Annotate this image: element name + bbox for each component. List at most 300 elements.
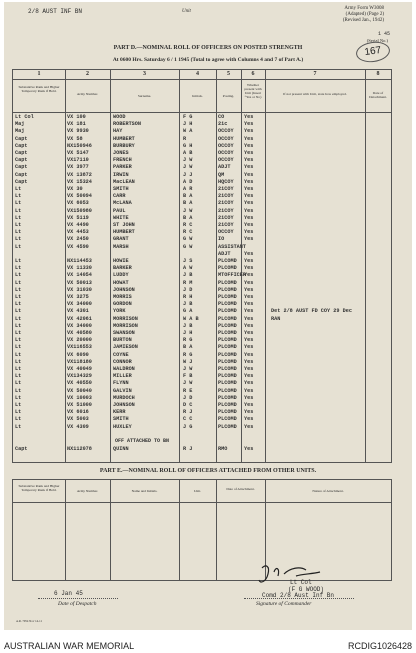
- cell-surname: BURBURY: [113, 142, 135, 149]
- cell-present: Yes: [244, 373, 254, 380]
- cell-surname: MORRISON: [113, 315, 138, 322]
- cell-initials: R C: [183, 222, 193, 228]
- cell-present: Yes: [244, 222, 254, 228]
- cell-army-number: VX 4309: [67, 423, 89, 430]
- table-row: [13, 395, 391, 402]
- cell-army-number: VX 5119: [67, 214, 89, 221]
- cell-rank: Lt: [15, 337, 22, 344]
- cell-rank: Lt: [15, 373, 22, 380]
- cell-present: Yes: [244, 301, 254, 308]
- cell-present: Yes: [244, 258, 254, 264]
- serial-label: (Serial No.): [366, 38, 388, 43]
- signature-line: [244, 598, 354, 599]
- cell-present: Yes: [244, 265, 254, 272]
- cell-initials: R J: [183, 409, 193, 416]
- form-number: [343, 6, 384, 24]
- cell-surname: HUMBERT: [113, 229, 135, 236]
- cell-surname: HAY: [113, 128, 123, 135]
- cell-army-number: VX 50013: [67, 279, 92, 286]
- cell-surname: BARKER: [113, 265, 132, 272]
- cell-surname: CARR: [113, 193, 126, 200]
- cell-surname: WOOD: [113, 114, 126, 120]
- cell-army-number: VX 50040: [67, 387, 92, 394]
- table-row: [13, 294, 391, 301]
- col-header-unit: Unit.: [193, 489, 202, 493]
- table-row: [13, 380, 391, 387]
- cell-rank: Capt: [15, 171, 28, 178]
- cell-army-number: VX 30: [67, 186, 83, 192]
- table-row: [13, 359, 391, 366]
- cell-initials: J W: [183, 157, 193, 164]
- cell-surname: JOHNSON: [113, 286, 135, 293]
- despatch-date: 6 Jan 45: [54, 590, 83, 597]
- table-row: [13, 416, 391, 423]
- cell-employed: RAN: [271, 315, 281, 322]
- cell-initials: A B: [183, 150, 193, 156]
- cell-surname: JONES: [113, 150, 129, 156]
- cell-posting: PLCOMD: [218, 423, 237, 430]
- cell-posting: OCCOY: [218, 135, 234, 142]
- cell-surname: FLYNN: [113, 380, 129, 387]
- cell-posting: IO: [218, 236, 225, 243]
- despatch-date-label: Date of Despatch: [58, 601, 97, 607]
- cell-surname: BURTON: [113, 337, 132, 344]
- cell-army-number: VX 3275: [67, 294, 89, 300]
- cell-posting: PLCOMD: [218, 294, 237, 300]
- cell-army-number: VX 40580: [67, 330, 92, 336]
- cell-initials: B A: [183, 200, 193, 207]
- table-row: [13, 344, 391, 351]
- table-row: [13, 424, 391, 431]
- cell-posting: PLCOMD: [218, 387, 237, 394]
- cell-rank: Lt: [15, 207, 22, 214]
- cell-posting: PLCOMD: [218, 402, 237, 408]
- cell-posting: OCCOY: [218, 142, 234, 149]
- col-header-posting: Posting.: [222, 94, 235, 98]
- cell-rank: Lt: [15, 186, 22, 192]
- cell-posting: PLCOMD: [218, 301, 237, 308]
- cell-posting: PLCOMD: [218, 286, 237, 293]
- cell-initials: A W: [183, 265, 193, 272]
- cell-posting: PLCOMD: [218, 409, 237, 416]
- cell-present: Yes: [244, 358, 254, 365]
- cell-initials: J S: [183, 258, 193, 264]
- cell-posting: PLCOMD: [218, 358, 237, 365]
- cell-posting: OCCOY: [218, 128, 234, 135]
- table-row: [13, 366, 391, 373]
- cell-surname: PAUL: [113, 207, 126, 214]
- table-row: [13, 265, 391, 272]
- cell-present: Yes: [244, 337, 254, 344]
- cell-surname: HOWIE: [113, 258, 129, 264]
- cell-army-number: VX 11330: [67, 265, 92, 272]
- cell-army-number: VX134329: [67, 373, 92, 380]
- cell-posting: PLCOMD: [218, 308, 237, 315]
- cell-initials: J B: [183, 322, 193, 329]
- archive-id: RCDIG1026428: [347, 641, 412, 651]
- cell-present: Yes: [244, 279, 254, 286]
- cell-posting: MTOFFICER: [218, 272, 247, 279]
- cell-present: Yes: [244, 286, 254, 293]
- table-row: [13, 236, 391, 243]
- cell-army-number: VX 42061: [67, 315, 92, 322]
- cell-army-number: VX 100: [67, 114, 86, 120]
- cell-surname: PARKER: [113, 164, 132, 171]
- cell-initials: J H: [183, 330, 193, 336]
- cell-surname: MARSH: [113, 243, 129, 250]
- cell-army-number: VX 181: [67, 121, 86, 128]
- archive-name: AUSTRALIAN WAR MEMORIAL: [4, 641, 135, 651]
- col-number: 5: [227, 71, 230, 77]
- cell-initials: J B: [183, 301, 193, 308]
- table-row: [13, 258, 391, 265]
- cell-army-number: VX118180: [67, 358, 92, 365]
- cell-surname: McLANA: [113, 200, 132, 207]
- cell-initials: J D: [183, 394, 193, 401]
- part-e-title: PART E.—NOMINAL ROLL OF OFFICERS ATTACHED FROM OTHER UNITS.: [99, 468, 317, 474]
- cell-army-number: VX 9930: [67, 128, 89, 135]
- cell-present: Yes: [244, 236, 254, 243]
- col-header-present: Whether present with Unit (Insert “Yes or No): [244, 83, 262, 99]
- table-row: [13, 330, 391, 337]
- cell-initials: R C: [183, 229, 193, 236]
- cell-posting: ADJT: [218, 250, 231, 257]
- cell-rank: Lt: [15, 344, 22, 351]
- cell-rank: Lt: [15, 229, 22, 236]
- commander-label: Signature of Commander: [256, 601, 312, 607]
- cell-rank: Maj: [15, 121, 25, 128]
- cell-present: Yes: [244, 114, 254, 120]
- cell-army-number: VX 5147: [67, 150, 89, 156]
- cell-present: Yes: [244, 164, 254, 171]
- page-stamp: 167: [355, 40, 391, 65]
- cell-surname: IRWIN: [113, 171, 129, 178]
- table-row: [13, 136, 391, 143]
- cell-surname: COYNE: [113, 351, 129, 358]
- part-d-title: PART D.—NOMINAL ROLL OF OFFICERS ON POSTED STRENGTH: [113, 45, 303, 51]
- cell-army-number: VX 34000: [67, 322, 92, 329]
- cell-posting: OCCOY: [218, 150, 234, 156]
- cell-posting: ASSISTANT: [218, 243, 247, 250]
- cell-rank: Lt: [15, 394, 22, 401]
- table-row: [13, 409, 391, 416]
- cell-initials: J B: [183, 272, 193, 279]
- cell-posting: HQCOY: [218, 178, 234, 185]
- col-header-attachment-date: Date of Attachment.: [226, 487, 255, 491]
- cell-surname: HUXLEY: [113, 423, 132, 430]
- table-row: [13, 402, 391, 409]
- cell-army-number: VX 6053: [67, 200, 89, 207]
- table-row: [13, 222, 391, 229]
- cell-initials: R J: [183, 446, 193, 452]
- cell-army-number: VX 4590: [67, 243, 89, 250]
- cell-initials: C C: [183, 416, 193, 423]
- col-header-army-number: Army Number.: [76, 92, 99, 96]
- cell-posting: PLCOMD: [218, 330, 237, 336]
- cell-rank: Capt: [15, 164, 28, 171]
- table-row: [13, 301, 391, 308]
- cell-surname: MORRISON: [113, 322, 138, 329]
- cell-present: Yes: [244, 394, 254, 401]
- cell-present: Yes: [244, 121, 254, 128]
- cell-initials: R G: [183, 337, 193, 344]
- cell-initials: B A: [183, 214, 193, 221]
- cell-present: Yes: [244, 171, 254, 178]
- cell-initials: J D: [183, 286, 193, 293]
- cell-surname: HUMBERT: [113, 135, 135, 142]
- cell-present: Yes: [244, 294, 254, 300]
- cell-rank: Lt: [15, 416, 22, 423]
- cell-posting: RMO: [218, 446, 228, 452]
- cell-posting: PLCOMD: [218, 373, 237, 380]
- table-row: [13, 186, 391, 193]
- cell-army-number: VX17110: [67, 157, 89, 164]
- cell-surname: YORK: [113, 308, 126, 315]
- cell-rank: Lt: [15, 286, 22, 293]
- cell-posting: 2iCOY: [218, 222, 234, 228]
- cell-present: Yes: [244, 330, 254, 336]
- col-header-initials: Initials.: [192, 94, 203, 98]
- unit-value: 2/8 AUST INF BN: [28, 8, 83, 15]
- table-row: [13, 128, 391, 135]
- cell-present: Yes: [244, 402, 254, 408]
- col-header-rank: Substantive Rank and Higher Temporary Rank if Held.: [18, 85, 60, 93]
- cell-present: Yes: [244, 128, 254, 135]
- part-e-table: [12, 479, 392, 581]
- table-row: [13, 150, 391, 157]
- cell-army-number: VX 10003: [67, 394, 92, 401]
- cell-posting: PLCOMD: [218, 366, 237, 372]
- signature-name: (F G WOOD): [288, 586, 325, 593]
- cell-surname: KERR: [113, 409, 126, 416]
- cell-rank: Capt: [15, 178, 28, 185]
- cell-present: Yes: [244, 142, 254, 149]
- cell-present: Yes: [244, 186, 254, 192]
- cell-surname: CONNOR: [113, 358, 132, 365]
- cell-rank: Lt: [15, 214, 22, 221]
- cell-present: Yes: [244, 207, 254, 214]
- cell-army-number: VX 50094: [67, 193, 92, 200]
- cell-present: Yes: [244, 193, 254, 200]
- col-number: 1: [37, 71, 41, 77]
- cell-initials: J H: [183, 121, 193, 128]
- cell-rank: Capt: [15, 135, 28, 142]
- cell-rank: Lt: [15, 294, 22, 300]
- cell-rank: Lt: [15, 387, 22, 394]
- cell-present: Yes: [244, 150, 254, 156]
- cell-rank: Capt: [15, 150, 28, 156]
- cell-rank: Lt: [15, 243, 22, 250]
- table-row: [13, 143, 391, 150]
- cell-surname: JOHNSON: [113, 402, 135, 408]
- cell-rank: Lt: [15, 315, 22, 322]
- cell-army-number: VX 4490: [67, 222, 89, 228]
- cell-posting: OCCOY: [218, 157, 234, 164]
- cell-employed: Det 2/8 AUST FD COY 29 Dec: [271, 308, 352, 315]
- cell-army-number: VX150980: [67, 207, 92, 214]
- cell-army-number: VX 2450: [67, 236, 89, 243]
- cell-rank: Capt: [15, 446, 28, 452]
- cell-army-number: VX 31030: [67, 286, 92, 293]
- cell-army-number: VX 15324: [67, 178, 92, 185]
- part-d-subtitle: At 0600 Hrs. Saturday 6 / 1 1945 (Total to agree with Columns 4 and 7 of Part A.): [112, 57, 304, 63]
- cell-army-number: NX114453: [67, 258, 92, 264]
- form-line: Army Form W3008: [344, 6, 384, 11]
- cell-initials: W A: [183, 128, 193, 135]
- cell-initials: R H: [183, 294, 193, 300]
- cell-rank: Lt Col: [15, 114, 34, 120]
- col-number: 6: [251, 71, 255, 77]
- cell-rank: Lt: [15, 366, 22, 372]
- cell-rank: Lt: [15, 330, 22, 336]
- cell-present: Yes: [244, 416, 254, 423]
- cell-present: Yes: [244, 322, 254, 329]
- cell-present: Yes: [244, 351, 254, 358]
- cell-present: Yes: [244, 446, 254, 452]
- table-row: [13, 272, 391, 279]
- table-row: [13, 114, 391, 121]
- form-line: (Revised Jan., 1942): [342, 18, 384, 23]
- cell-initials: G A: [183, 308, 193, 315]
- date-line: [38, 598, 118, 599]
- cell-initials: A R: [183, 186, 193, 192]
- cell-rank: Capt: [15, 142, 28, 149]
- cell-initials: D C: [183, 402, 193, 408]
- form-sheet: [4, 2, 412, 630]
- table-row: [13, 308, 391, 315]
- cell-posting: PLCOMD: [218, 315, 237, 322]
- cell-army-number: VX 6090: [67, 351, 89, 358]
- cell-initials: B A: [183, 193, 193, 200]
- form-line: (Adapted) (Page 2): [345, 12, 384, 17]
- cell-army-number: VX 13872: [67, 171, 92, 178]
- cell-rank: Lt: [15, 380, 22, 387]
- cell-posting: CO: [218, 114, 225, 120]
- cell-rank: Lt: [15, 308, 22, 315]
- cell-posting: QM: [218, 171, 225, 178]
- cell-initials: J W: [183, 380, 193, 387]
- cell-surname: QUINN: [113, 446, 129, 452]
- cell-initials: J W: [183, 207, 193, 214]
- cell-initials: J J: [183, 171, 193, 178]
- table-row: [13, 172, 391, 179]
- cell-posting: 2iCOY: [218, 193, 234, 200]
- signature-unit: Comd 2/8 Aust Inf Bn: [262, 592, 335, 599]
- attached-note: OFF ATTACHED TO BN: [115, 438, 170, 444]
- cell-surname: HOWAT: [113, 279, 129, 286]
- table-row: [13, 316, 391, 323]
- cell-initials: R G: [183, 351, 193, 358]
- cell-initials: J W: [183, 164, 193, 171]
- cell-present: Yes: [244, 423, 254, 430]
- table-row: [13, 251, 391, 258]
- col-number: 8: [376, 71, 380, 77]
- cell-surname: ST JOHN: [113, 222, 135, 228]
- cell-rank: Lt: [15, 200, 22, 207]
- cell-surname: ROBERTSON: [113, 121, 142, 128]
- cell-initials: W J: [183, 358, 193, 365]
- cell-rank: Lt: [15, 409, 22, 416]
- table-row: [13, 157, 391, 164]
- cell-army-number: VX 40049: [67, 366, 92, 372]
- cell-initials: G W: [183, 243, 193, 250]
- table-row: [13, 193, 391, 200]
- cell-surname: WALDRON: [113, 366, 135, 372]
- cell-posting: PLCOMD: [218, 265, 237, 272]
- table-row: [13, 287, 391, 294]
- cell-present: Yes: [244, 366, 254, 372]
- cell-present: Yes: [244, 387, 254, 394]
- cell-rank: Lt: [15, 193, 22, 200]
- col-header-army-number: Army Number.: [76, 489, 99, 493]
- table-row: [13, 200, 391, 207]
- col-header-surname: Surname.: [137, 94, 152, 98]
- table-row: [13, 323, 391, 330]
- cell-initials: G H: [183, 142, 193, 149]
- col-header-name: Name and Initials.: [131, 489, 158, 493]
- cell-rank: Lt: [15, 423, 22, 430]
- table-row: [13, 373, 391, 380]
- cell-initials: R E: [183, 387, 193, 394]
- cell-posting: PLCOMD: [218, 344, 237, 351]
- table-row: [13, 388, 391, 395]
- table-row: [13, 280, 391, 287]
- cell-army-number: VX 14054: [67, 272, 92, 279]
- cell-posting: ADJT: [218, 164, 231, 171]
- cell-rank: Lt: [15, 351, 22, 358]
- table-row: [13, 352, 391, 359]
- cell-army-number: VX 6016: [67, 409, 89, 416]
- cell-army-number: VX 34000: [67, 301, 92, 308]
- cell-surname: GRANT: [113, 236, 129, 243]
- table-row: [13, 164, 391, 171]
- cell-rank: Lt: [15, 279, 22, 286]
- cell-rank: Lt: [15, 322, 22, 329]
- cell-present: Yes: [244, 200, 254, 207]
- cell-posting: PLCOMD: [218, 394, 237, 401]
- cell-rank: Lt: [15, 272, 22, 279]
- cell-surname: GALVIN: [113, 387, 132, 394]
- col-header-employed: If not present with Unit, state how employed.: [283, 92, 347, 96]
- cell-surname: LUDDY: [113, 272, 129, 279]
- cell-rank: Capt: [15, 157, 28, 164]
- cell-army-number: VX116553: [67, 344, 92, 351]
- part-d-table: [12, 69, 392, 463]
- col-header-rank: Substantive Rank and Higher Temporary Rank if Held.: [18, 484, 60, 492]
- cell-surname: SWANSON: [113, 330, 135, 336]
- col-number: 3: [143, 71, 146, 77]
- cell-present: Yes: [244, 308, 254, 315]
- cell-army-number: VX 4301: [67, 308, 89, 315]
- cell-posting: OCCOY: [218, 229, 234, 236]
- cell-present: Yes: [244, 344, 254, 351]
- cell-present: Yes: [244, 157, 254, 164]
- cell-army-number: VX 3977: [67, 164, 89, 171]
- cell-present: Yes: [244, 409, 254, 416]
- cell-posting: 2iCOY: [218, 214, 234, 221]
- cell-posting: 2iCOY: [218, 207, 234, 214]
- cell-rank: Lt: [15, 258, 22, 264]
- table-row: [13, 208, 391, 215]
- cell-posting: PLCOMD: [218, 351, 237, 358]
- cell-posting: PLCOMD: [218, 416, 237, 423]
- cell-rank: Lt: [15, 301, 22, 308]
- cell-initials: A D: [183, 178, 193, 185]
- table-row: [13, 179, 391, 186]
- cell-initials: F B: [183, 373, 193, 380]
- cell-army-number: VX 40550: [67, 380, 92, 387]
- cell-surname: SMITH: [113, 186, 129, 192]
